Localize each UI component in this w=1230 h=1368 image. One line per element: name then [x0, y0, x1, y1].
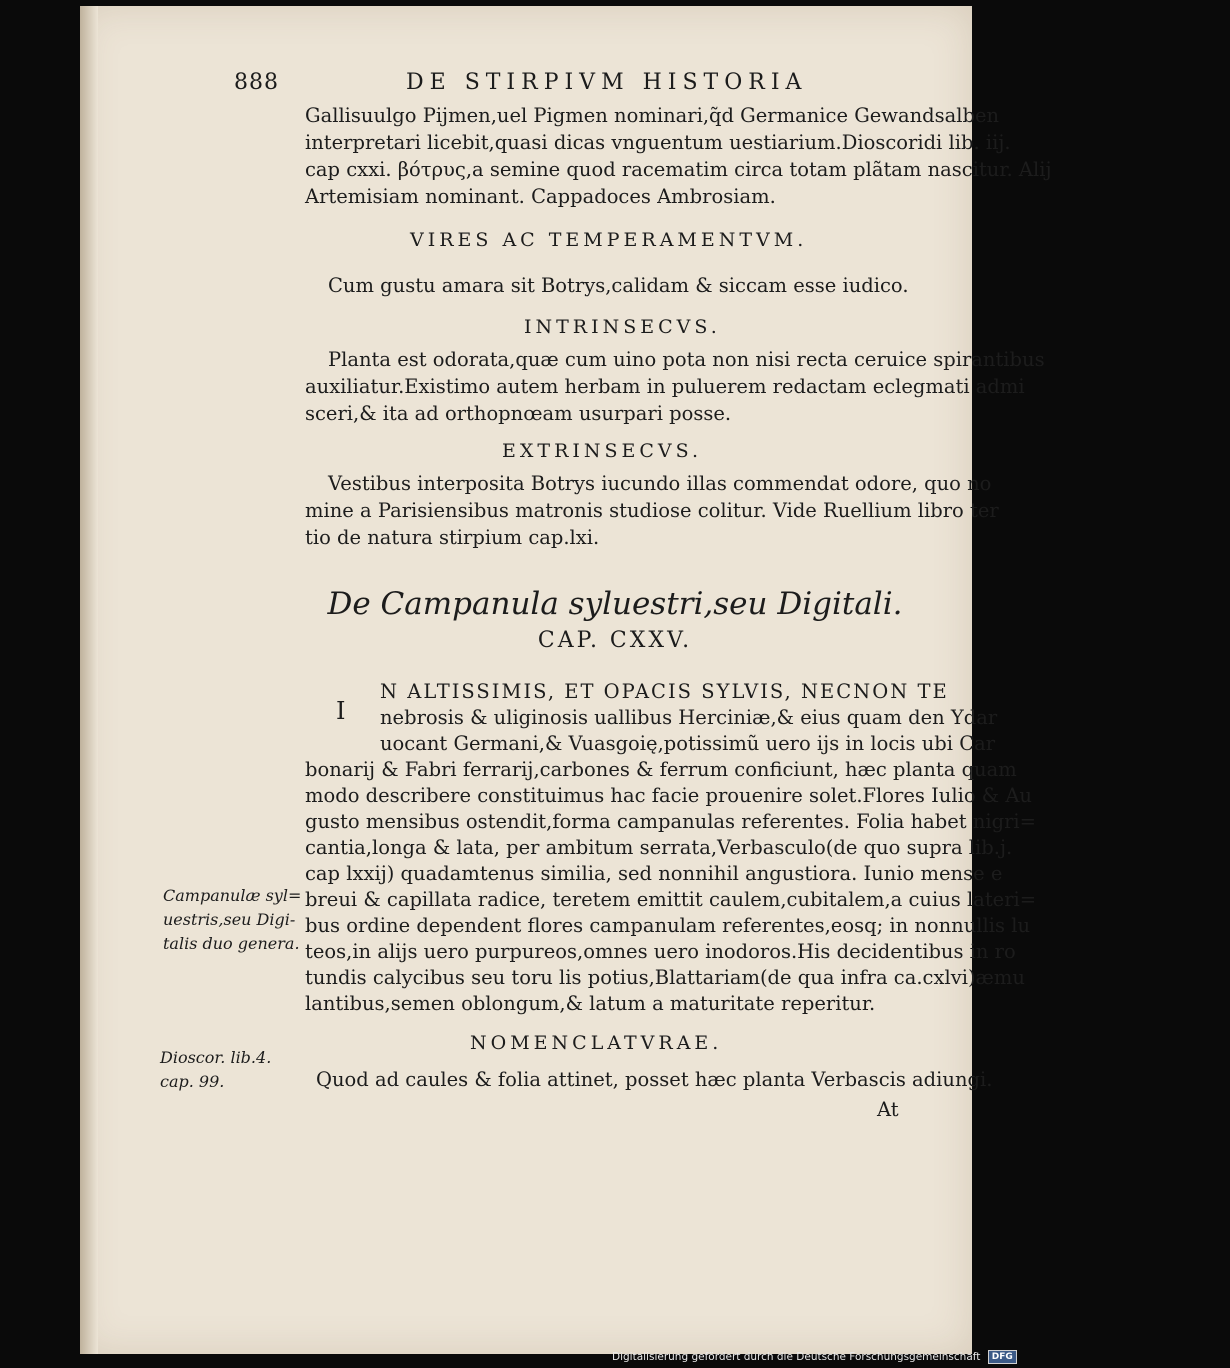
margin-note: cap. 99.	[160, 1072, 225, 1091]
text-line: nebrosis & uliginosis uallibus Herciniæ,& eius quam den Ydar	[380, 706, 998, 729]
margin-note: Campanulæ syl=	[163, 886, 302, 905]
text-line: Cum gustu amara sit Botrys,calidam & siccam esse iudico.	[328, 274, 909, 297]
catchword: At	[877, 1098, 899, 1121]
chapter-number: CAP. CXXV.	[537, 628, 693, 653]
text-line: Gallisuulgo Pijmen,uel Pigmen nominari,q̃d Germanice Gewandsalben	[305, 104, 1000, 127]
text-line: mine a Parisiensibus matronis studiose colitur. Vide Ruellium libro ter	[305, 499, 999, 522]
digitization-footer	[612, 1350, 1017, 1364]
text-line: tundis calycibus seu toru lis potius,Blattariam(de qua infra ca.cxlvi)æmu	[305, 966, 1025, 989]
text-line: tio de natura stirpium cap.lxi.	[305, 526, 600, 549]
text-line: cap cxxi. βότρυς,a semine quod racematim circa totam plãtam nascitur. Alij	[305, 158, 1052, 181]
margin-note: Dioscor. lib.4.	[160, 1048, 272, 1067]
text-line: modo describere constituimus hac facie prouenire solet.Flores Iulio & Au	[305, 784, 1032, 807]
section-heading-vires: VIRES AC TEMPERAMENTVM.	[410, 229, 808, 251]
text-line: Quod ad caules & folia attinet, posset hæc planta Verbascis adiungi.	[316, 1068, 993, 1091]
text-line: lantibus,semen oblongum,& latum a maturitate reperitur.	[305, 992, 876, 1015]
text-line: bus ordine dependent flores campanulam referentes,eosq; in nonnullis lu	[305, 914, 1031, 937]
text-line: Planta est odorata,quæ cum uino pota non nisi recta ceruice spirantibus	[328, 348, 1045, 371]
dfg-logo: DFG	[988, 1350, 1017, 1364]
text-line: auxiliatur.Existimo autem herbam in puluerem redactam eclegmati admi	[305, 375, 1025, 398]
page-spine-shadow	[80, 6, 98, 1354]
text-line: interpretari licebit,quasi dicas vnguentum uestiarium.Dioscoridi lib. iij.	[305, 131, 1011, 154]
text-line: sceri,& ita ad orthopnœam usurpari posse.	[305, 402, 732, 425]
text-line: teos,in alijs uero purpureos,omnes uero inodoros.His decidentibus in ro	[305, 940, 1016, 963]
running-title: DE STIRPIVM HISTORIA	[406, 70, 808, 95]
text-line: uocant Germani,& Vuasgoię,potissimũ uero ijs in locis ubi Car	[380, 732, 996, 755]
margin-note: talis duo genera.	[163, 934, 300, 953]
drop-cap: I	[336, 697, 346, 725]
text-line: N ALTISSIMIS, ET OPACIS SYLVIS, NECNON TE	[380, 680, 949, 703]
footer-text: Digitalisierung gefördert durch die Deutsche Forschungsgemeinschaft	[612, 1351, 981, 1363]
text-line: cap lxxij) quadamtenus similia, sed nonnihil angustiora. Iunio mense e	[305, 862, 1003, 885]
chapter-title: De Campanula syluestri,seu Digitali.	[327, 586, 903, 622]
section-heading-intrinsecus: INTRINSECVS.	[524, 316, 721, 338]
page-number: 888	[234, 70, 279, 95]
section-heading-nomenclaturae: NOMENCLATVRAE.	[470, 1032, 723, 1054]
text-line: Artemisiam nominant. Cappadoces Ambrosiam.	[305, 185, 776, 208]
section-heading-extrinsecus: EXTRINSECVS.	[502, 440, 703, 462]
text-line: bonarij & Fabri ferrarij,carbones & ferrum conficiunt, hæc planta quam	[305, 758, 1017, 781]
text-line: Vestibus interposita Botrys iucundo illas commendat odore, quo no	[328, 472, 992, 495]
margin-note: uestris,seu Digi-	[163, 910, 296, 929]
text-line: breui & capillata radice, teretem emittit caulem,cubitalem,a cuius lateri=	[305, 888, 1037, 911]
text-line: cantia,longa & lata, per ambitum serrata,Verbasculo(de quo supra lib.j.	[305, 836, 1013, 859]
text-line: gusto mensibus ostendit,forma campanulas referentes. Folia habet nigri=	[305, 810, 1037, 833]
